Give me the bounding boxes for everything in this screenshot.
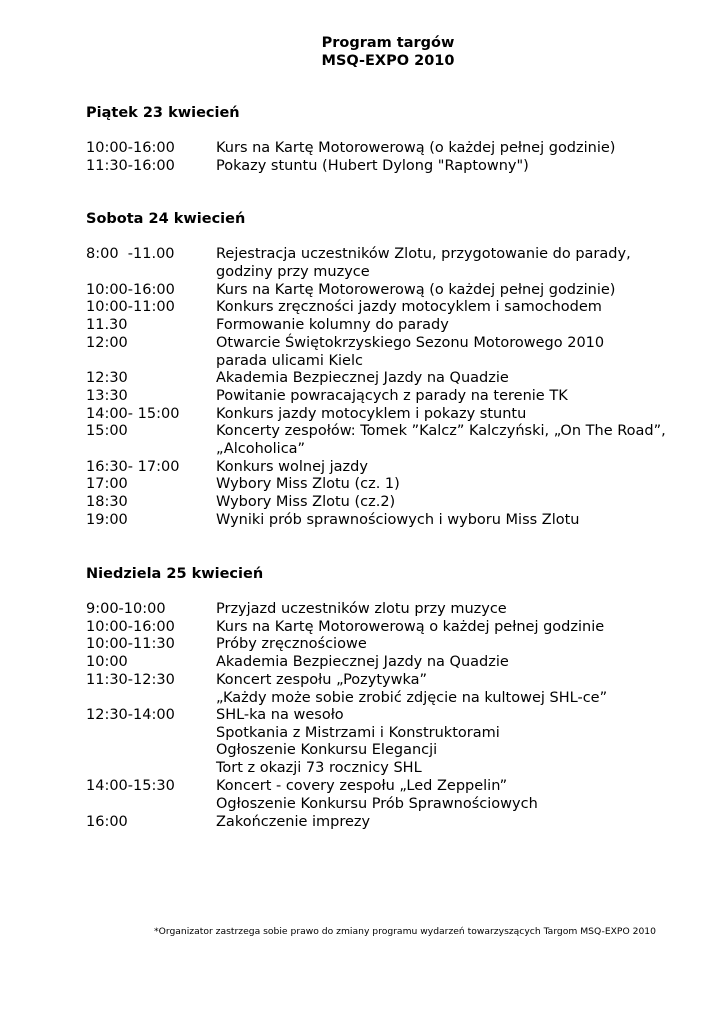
document-title-line-1: Program targów [321,35,455,51]
entry-description: Rejestracja uczestników Zlotu, przygotowanie do parady, [216,246,631,262]
entry-description: Próby zręcznościowe [216,636,367,652]
footnote-disclaimer: *Organizator zastrzega sobie prawo do zmiany programu wydarzeń towarzyszących Targom MSQ-EXPO 2010 [154,926,656,937]
entry-time: 10:00-11:00 [86,299,175,315]
entry-time: 16:00 [86,814,128,830]
entry-description: SHL-ka na wesoło [216,707,344,723]
entry-description: Wybory Miss Zlotu (cz.2) [216,494,396,510]
entry-description: Akademia Bezpiecznej Jazdy na Quadzie [216,370,509,386]
entry-description: Formowanie kolumny do parady [216,317,449,333]
entry-description: „Alcoholica” [216,440,306,457]
entry-description: Konkurs jazdy motocyklem i pokazy stuntu [216,406,527,422]
entry-description: Otwarcie Świętokrzyskiego Sezonu Motorowego 2010 [216,335,605,351]
entry-time: 10:00 [86,654,128,670]
entry-time: 10:00-16:00 [86,619,175,635]
entry-description: Ogłoszenie Konkursu Elegancji [216,742,438,759]
entry-description: Tort z okazji 73 rocznicy SHL [216,760,422,777]
entry-description: Zakończenie imprezy [216,814,371,830]
entry-description: Wyniki prób sprawnościowych i wyboru Miss Zlotu [216,512,580,528]
entry-time: 10:00-16:00 [86,140,175,156]
entry-description: godziny przy muzyce [216,263,370,280]
entry-description: Przyjazd uczestników zlotu przy muzyce [216,601,507,617]
entry-description: Pokazy stuntu (Hubert Dylong "Raptowny") [216,158,529,174]
entry-time: 10:00-16:00 [86,282,175,298]
day-heading-sunday: Niedziela 25 kwiecień [86,566,264,582]
entry-description: Kurs na Kartę Motorowerową (o każdej pełnej godzinie) [216,140,616,156]
entry-description: Spotkania z Mistrzami i Konstruktorami [216,724,500,741]
day-heading-saturday: Sobota 24 kwiecień [86,211,246,227]
entry-description: Kurs na Kartę Motorowerową (o każdej pełnej godzinie) [216,282,616,298]
entry-description: Ogłoszenie Konkursu Prób Sprawnościowych [216,795,538,812]
entry-time: 14:00-15:30 [86,778,175,794]
day-heading-friday: Piątek 23 kwiecień [86,105,240,121]
entry-time: 11:30-16:00 [86,158,175,174]
entry-time: 11:30-12:30 [86,672,175,688]
entry-description: Powitanie powracających z parady na terenie TK [216,388,568,404]
entry-description: parada ulicami Kielc [216,352,363,369]
document-title-line-2: MSQ-EXPO 2010 [321,53,455,69]
entry-time: 14:00- 15:00 [86,406,180,422]
entry-time: 12:30-14:00 [86,707,175,723]
entry-description: „Każdy może sobie zrobić zdjęcie na kultowej SHL-ce” [216,689,608,706]
entry-description: Koncert zespołu „Pozytywka” [216,672,428,688]
entry-time: 16:30- 17:00 [86,459,180,475]
entry-description: Kurs na Kartę Motorowerową o każdej pełnej godzinie [216,619,605,635]
entry-time: 13:30 [86,388,128,404]
entry-description: Wybory Miss Zlotu (cz. 1) [216,476,400,492]
entry-description: Koncert - covery zespołu „Led Zeppelin” [216,778,508,794]
entry-time: 17:00 [86,476,128,492]
entry-time: 18:30 [86,494,128,510]
entry-time: 8:00 -11.00 [86,246,175,262]
entry-time: 19:00 [86,512,128,528]
entry-description: Koncerty zespołów: Tomek ”Kalcz” Kalczyński, „On The Road”, [216,423,666,439]
entry-time: 9:00-10:00 [86,601,166,617]
entry-time: 11.30 [86,317,128,333]
entry-description: Konkurs zręczności jazdy motocyklem i samochodem [216,299,602,315]
entry-time: 12:00 [86,335,128,351]
entry-time: 15:00 [86,423,128,439]
entry-description: Konkurs wolnej jazdy [216,459,368,475]
entry-description: Akademia Bezpiecznej Jazdy na Quadzie [216,654,509,670]
entry-time: 12:30 [86,370,128,386]
entry-time: 10:00-11:30 [86,636,175,652]
